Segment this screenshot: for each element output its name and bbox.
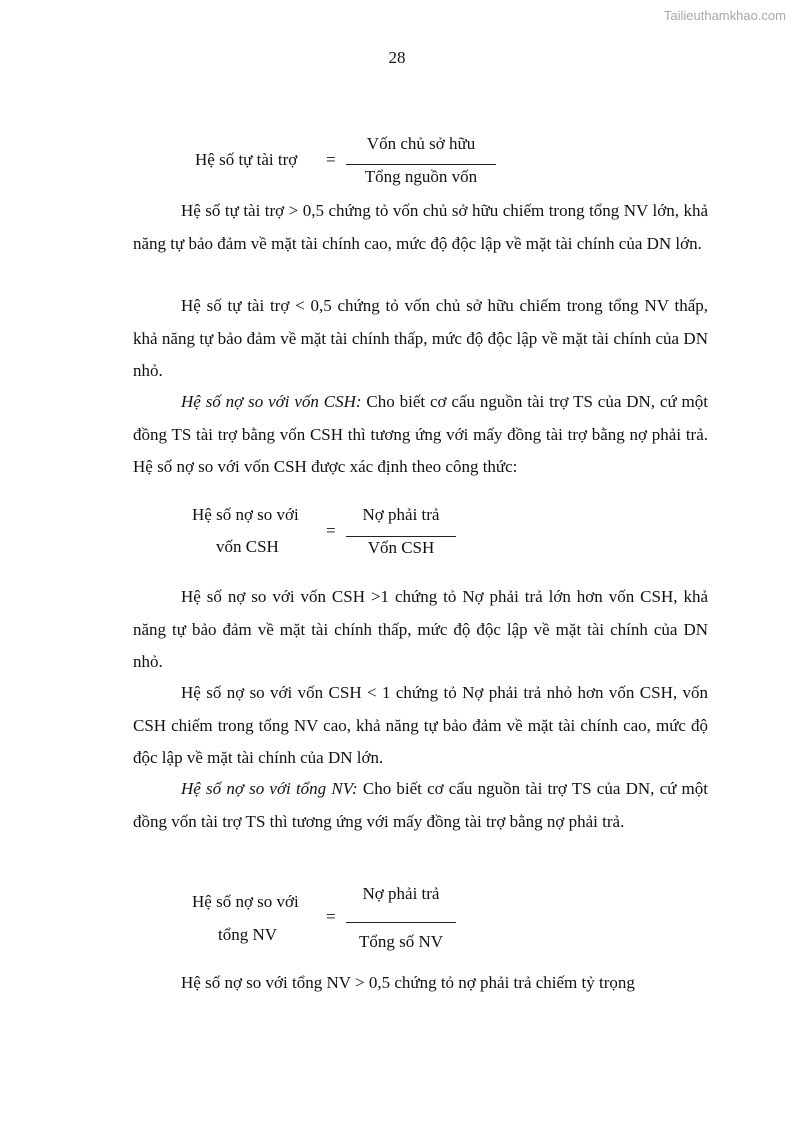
fraction-bar xyxy=(346,164,496,165)
term-debt-total: Hệ số nợ so với tổng NV: xyxy=(181,779,358,798)
formula-numerator: Vốn chủ sở hữu xyxy=(366,134,476,153)
formula-denominator: Tổng số NV xyxy=(358,932,444,951)
page-number: 28 xyxy=(388,48,406,67)
fraction-bar xyxy=(346,922,456,923)
formula-numerator: Nợ phải trả xyxy=(362,884,440,903)
formula-numerator: Nợ phải trả xyxy=(362,505,440,524)
formula-label-line1: Hệ số nợ so với xyxy=(192,505,299,524)
formula-denominator: Vốn CSH xyxy=(367,538,435,557)
formula-label: Hệ số tự tài trợ xyxy=(195,150,298,169)
paragraph-debt-equity-definition xyxy=(133,386,708,484)
term-debt-equity: Hệ số nợ so với vốn CSH: xyxy=(181,392,362,411)
definition-text: Cho biết cơ cấu nguồn tài trợ TS của DN, cứ một đồng TS tài trợ bằng vốn CSH thì tương ứng với mấy đồng tài trợ bằng nợ phải trả. Hệ số nợ so với vốn CSH được xác định theo công thức: xyxy=(133,392,708,476)
paragraph-self-financing-high: Hệ số tự tài trợ > 0,5 chứng tỏ vốn chủ sở hữu chiếm trong tổng NV lớn, khả năng tự bảo đảm về mặt tài chính cao, mức độ độc lập về mặt tài chính của DN lớn. xyxy=(133,201,708,253)
equals-sign: = xyxy=(326,150,336,169)
paragraph-debt-equity-high: Hệ số nợ so với vốn CSH >1 chứng tỏ Nợ phải trả lớn hơn vốn CSH, khả năng tự bảo đảm về mặt tài chính thấp, mức độ độc lập về mặt tài chính của DN nhỏ. xyxy=(133,587,708,671)
formula-denominator: Tổng nguồn vốn xyxy=(364,167,478,186)
definition-text: Cho biết cơ cấu nguồn tài trợ TS của DN, cứ một đồng vốn tài trợ TS thì tương ứng với mấy đồng tài trợ bằng nợ phải trả. xyxy=(133,779,708,831)
paragraph-debt-equity-low: Hệ số nợ so với vốn CSH < 1 chứng tỏ Nợ phải trả nhỏ hơn vốn CSH, vốn CSH chiếm trong tổng NV cao, khả năng tự bảo đảm về mặt tài chính cao, mức độ độc lập về mặt tài chính của DN lớn. xyxy=(133,683,708,767)
formula-label-line1: Hệ số nợ so với xyxy=(192,892,299,911)
equals-sign: = xyxy=(326,521,336,540)
fraction-bar xyxy=(346,536,456,537)
paragraph-debt-total-high: Hệ số nợ so với tổng NV > 0,5 chứng tỏ nợ phải trả chiếm tỷ trọng xyxy=(181,973,635,992)
formula-label-line2: tổng NV xyxy=(218,925,278,944)
formula-label-line2: vốn CSH xyxy=(216,537,279,556)
paragraph-debt-total-definition xyxy=(133,773,708,838)
watermark: Tailieuthamkhao.com xyxy=(663,8,786,23)
paragraph-self-financing-low: Hệ số tự tài trợ < 0,5 chứng tỏ vốn chủ sở hữu chiếm trong tổng NV thấp, khả năng tự bảo đảm về mặt tài chính thấp, mức độ độc lập về mặt tài chính của DN nhỏ. xyxy=(133,296,708,380)
equals-sign: = xyxy=(326,907,336,926)
